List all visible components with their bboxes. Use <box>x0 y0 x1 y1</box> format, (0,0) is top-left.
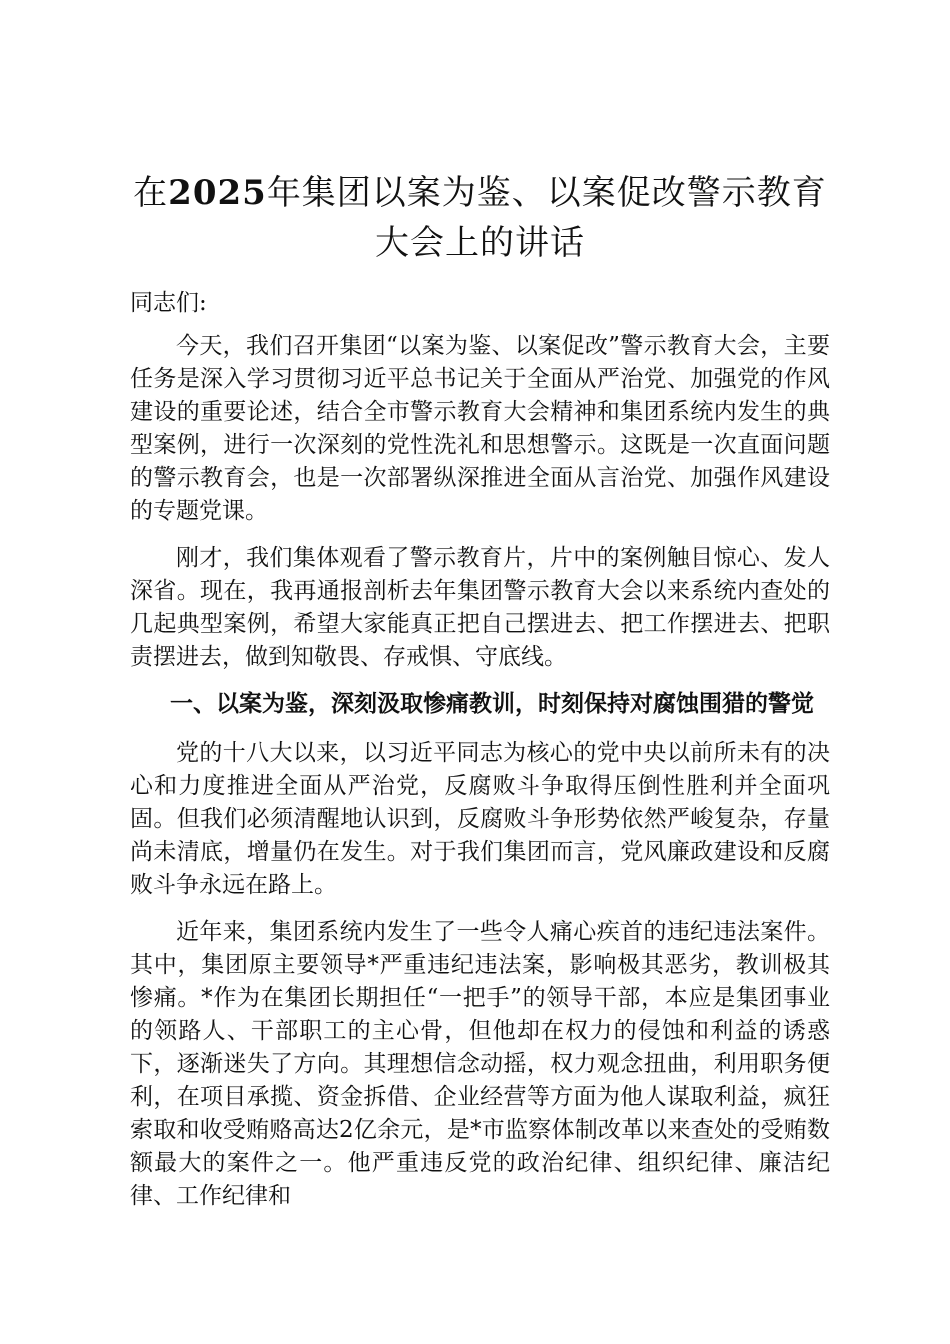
paragraph: 近年来，集团系统内发生了一些令人痛心疾首的违纪违法案件。其中，集团原主要领导*严重违纪违法案，影响极其恶劣，教训极其惨痛。*作为在集团长期担任“一把手”的领导干部，本应是集团事业的领路人、干部职工的主心骨，但他却在权力的侵蚀和利益的诱惑下，逐渐迷失了方向。其理想信念动摇，权力观念扭曲，利用职务便利，在项目承揽、资金拆借、企业经营等方面为他人谋取利益，疯狂索取和收受贿赂高达2亿余元，是*市监察体制改革以来查处的受贿数额最大的案件之一。他严重违反党的政治纪律、组织纪律、廉洁纪律、工作纪律和 <box>130 919 830 1209</box>
section-heading: 一、以案为鉴，深刻汲取惨痛教训，时刻保持对腐蚀围猎的警觉 <box>170 691 814 717</box>
paragraph: 党的十八大以来，以习近平同志为核心的党中央以前所未有的决心和力度推进全面从严治党，反腐败斗争取得压倒性胜利并全面巩固。但我们必须清醒地认识到，反腐败斗争形势依然严峻复杂，存量尚未清底，增量仍在发生。对于我们集团而言，党风廉政建设和反腐败斗争永远在路上。 <box>130 740 830 898</box>
salutation: 同志们: <box>130 290 207 316</box>
document-page <box>130 168 830 1227</box>
title-prefix: 在 <box>133 173 169 213</box>
title-line1-rest: 年集团以案为鉴、以案促改警示教育 <box>266 173 827 213</box>
paragraph: 刚才，我们集体观看了警示教育片，片中的案例触目惊心、发人深省。现在，我再通报剖析去年集团警示教育大会以来系统内查处的几起典型案例，希望大家能真正把自己摆进去、把工作摆进去、把职责摆进去，做到知敬畏、存戒惧、守底线。 <box>130 545 830 670</box>
title-line2: 大会上的讲话 <box>375 223 585 263</box>
document-title <box>130 168 830 268</box>
paragraph: 今天，我们召开集团“以案为鉴、以案促改”警示教育大会，主要任务是深入学习贯彻习近平总书记关于全面从严治党、加强党的作风建设的重要论述，结合全市警示教育大会精神和集团系统内发生的典型案例，进行一次深刻的党性洗礼和思想警示。这既是一次直面问题的警示教育会，也是一次部署纵深推进全面从言治党、加强作风建设的专题党课。 <box>130 333 830 524</box>
title-year: 2025 <box>168 173 267 213</box>
